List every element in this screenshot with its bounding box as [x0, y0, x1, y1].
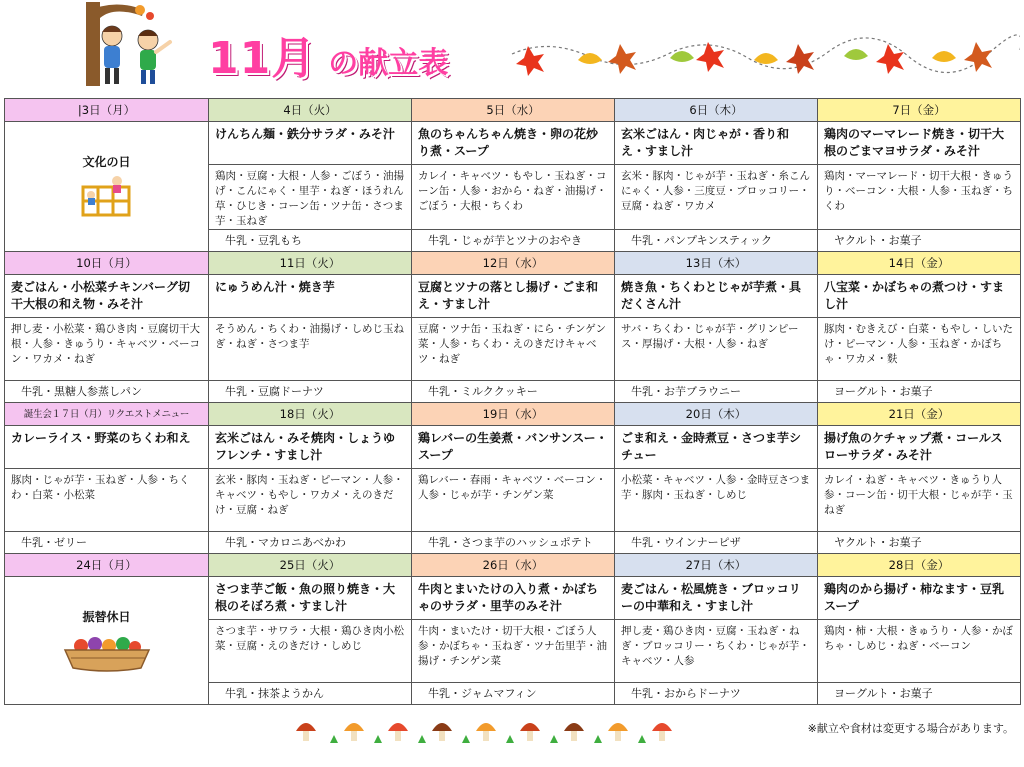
day-header: |3日（月） — [5, 99, 209, 122]
menu-dish: 魚のちゃんちゃん焼き・卵の花炒り煮・スープ — [412, 122, 615, 165]
day-header: 20日（木） — [615, 403, 818, 426]
menu-snack: ヤクルト・お菓子 — [818, 532, 1021, 554]
menu-snack: 牛乳・豆乳もち — [209, 230, 412, 252]
menu-ingredients: 鶏肉・豆腐・大根・人参・ごぼう・油揚げ・こんにゃく・里芋・ねぎ・ほうれん草・ひじき・コーン缶・ツナ缶・さつま芋・玉ねぎ — [209, 165, 412, 230]
day-header: 21日（金） — [818, 403, 1021, 426]
menu-snack: 牛乳・ミルククッキー — [412, 381, 615, 403]
day-header: 11日（火） — [209, 252, 412, 275]
menu-snack: 牛乳・お芋ブラウニー — [615, 381, 818, 403]
menu-snack: 牛乳・ウインナーピザ — [615, 532, 818, 554]
day-header: 13日（木） — [615, 252, 818, 275]
holiday-cell — [5, 577, 209, 705]
menu-dish: にゅうめん汁・焼き芋 — [209, 275, 412, 318]
menu-snack: 牛乳・抹茶ようかん — [209, 683, 412, 705]
page-header — [0, 0, 1024, 96]
menu-snack: 牛乳・ジャムマフィン — [412, 683, 615, 705]
week-3-header-row — [5, 403, 1021, 426]
menu-dish: 八宝菜・かぼちゃの煮つけ・すまし汁 — [818, 275, 1021, 318]
holiday-cell — [5, 122, 209, 252]
day-header: 5日（水） — [412, 99, 615, 122]
menu-dish: 玄米ごはん・みそ焼肉・しょうゆフレンチ・すまし汁 — [209, 426, 412, 469]
week-4-header-row — [5, 554, 1021, 577]
menu-dish: ごま和え・金時煮豆・さつま芋シチュー — [615, 426, 818, 469]
menu-snack: ヨーグルト・お菓子 — [818, 381, 1021, 403]
menu-ingredients: カレイ・キャベツ・もやし・玉ねぎ・コーン缶・人参・おから・ねぎ・油揚げ・ごぼう・大根・ちくわ — [412, 165, 615, 230]
mushroom-decoration — [290, 713, 690, 747]
title-text: の献立表 — [328, 46, 449, 81]
title-month: 11月 — [208, 33, 317, 84]
menu-snack: 牛乳・マカロニあべかわ — [209, 532, 412, 554]
day-header: 18日（火） — [209, 403, 412, 426]
day-header: 7日（金） — [818, 99, 1021, 122]
menu-dish: 牛肉とまいたけの入り煮・かぼちゃのサラダ・里芋のみそ汁 — [412, 577, 615, 620]
day-header: 12日（水） — [412, 252, 615, 275]
menu-dish: 麦ごはん・小松菜チキンバーグ切干大根の和え物・みそ汁 — [5, 275, 209, 318]
week-4-dish-row — [5, 577, 1021, 620]
week-1-header-row — [5, 99, 1021, 122]
menu-snack: ヤクルト・お菓子 — [818, 230, 1021, 252]
menu-dish: 揚げ魚のケチャップ煮・コールスローサラダ・みそ汁 — [818, 426, 1021, 469]
day-header: 24日（月） — [5, 554, 209, 577]
menu-ingredients: 押し麦・小松菜・鶏ひき肉・豆腐切干大根・人参・きゅうり・キャベツ・ベーコン・ワカメ・ねぎ — [5, 318, 209, 381]
menu-dish: 豆腐とツナの落とし揚げ・ごま和え・すまし汁 — [412, 275, 615, 318]
page-title — [208, 22, 449, 84]
day-header: 26日（水） — [412, 554, 615, 577]
menu-ingredients: さつま芋・サワラ・大根・鶏ひき肉小松菜・豆腐・えのきだけ・しめじ — [209, 620, 412, 683]
menu-snack: 牛乳・じゃが芋とツナのおやき — [412, 230, 615, 252]
menu-ingredients: 豆腐・ツナ缶・玉ねぎ・にら・チンゲン菜・人参・ちくわ・えのきだけキャベツ・ねぎ — [412, 318, 615, 381]
menu-ingredients: 鶏レバー・春雨・キャベツ・ベーコン・人参・じゃが芋・チンゲン菜 — [412, 469, 615, 532]
menu-ingredients: カレイ・ねぎ・キャベツ・きゅうり人参・コーン缶・切干大根・じゃが芋・玉ねぎ — [818, 469, 1021, 532]
menu-snack: 牛乳・豆腐ドーナツ — [209, 381, 412, 403]
week-2-dish-row — [5, 275, 1021, 318]
week-3-ingredients-row — [5, 469, 1021, 532]
menu-dish: 麦ごはん・松風焼き・ブロッコリーの中華和え・すまし汁 — [615, 577, 818, 620]
day-header: 4日（火） — [209, 99, 412, 122]
menu-ingredients: 豚肉・むきえび・白菜・もやし・しいたけ・ピーマン・人参・玉ねぎ・かぼちゃ・ワカメ・麩 — [818, 318, 1021, 381]
week-2-ingredients-row — [5, 318, 1021, 381]
menu-dish: さつま芋ご飯・魚の照り焼き・大根のそぼろ煮・すまし汁 — [209, 577, 412, 620]
day-header: 14日（金） — [818, 252, 1021, 275]
menu-snack: 牛乳・おからドーナツ — [615, 683, 818, 705]
vegetable-basket-illustration — [59, 632, 155, 672]
day-header: 19日（水） — [412, 403, 615, 426]
menu-ingredients: サバ・ちくわ・じゃが芋・グリンピース・厚揚げ・大根・人参・ねぎ — [615, 318, 818, 381]
menu-snack: ヨーグルト・お菓子 — [818, 683, 1021, 705]
week-1-dish-row — [5, 122, 1021, 165]
jungle-gym-illustration — [77, 175, 137, 219]
menu-ingredients: 玄米・豚肉・玉ねぎ・ピーマン・人参・キャベツ・もやし・ワカメ・えのきだけ・豆腐・ねぎ — [209, 469, 412, 532]
day-header: 10日（月） — [5, 252, 209, 275]
menu-dish: けんちん麺・鉄分サラダ・みそ汁 — [209, 122, 412, 165]
week-3-snack-row — [5, 532, 1021, 554]
menu-dish: 鶏肉のから揚げ・柿なます・豆乳スープ — [818, 577, 1021, 620]
menu-ingredients: 押し麦・鶏ひき肉・豆腐・玉ねぎ・ねぎ・ブロッコリー・ちくわ・じゃが芋・キャベツ・人参 — [615, 620, 818, 683]
menu-dish: 鶏肉のマーマレード焼き・切干大根のごまマヨサラダ・みそ汁 — [818, 122, 1021, 165]
day-header: 28日（金） — [818, 554, 1021, 577]
menu-ingredients: 玄米・豚肉・じゃが芋・玉ねぎ・糸こんにゃく・人参・三度豆・ブロッコリー・豆腐・ねぎ・ワカメ — [615, 165, 818, 230]
menu-ingredients: 鶏肉・マーマレード・切干大根・きゅうり・ベーコン・大根・人参・玉ねぎ・ちくわ — [818, 165, 1021, 230]
menu-snack: 牛乳・パンプキンスティック — [615, 230, 818, 252]
menu-snack: 牛乳・さつま芋のハッシュポテト — [412, 532, 615, 554]
menu-dish: 焼き魚・ちくわとじゃが芋煮・具だくさん汁 — [615, 275, 818, 318]
menu-snack: 牛乳・ゼリー — [5, 532, 209, 554]
menu-dish: 玄米ごはん・肉じゃが・香り和え・すまし汁 — [615, 122, 818, 165]
children-illustration — [84, 2, 176, 88]
week-2-snack-row — [5, 381, 1021, 403]
menu-ingredients: そうめん・ちくわ・油揚げ・しめじ玉ねぎ・ねぎ・さつま芋 — [209, 318, 412, 381]
day-header: 25日（火） — [209, 554, 412, 577]
menu-table — [4, 98, 1021, 705]
day-header: 27日（木） — [615, 554, 818, 577]
holiday-name: 振替休日 — [82, 609, 131, 624]
footnote: ※献立や食材は変更する場合があります。 — [807, 722, 1014, 735]
holiday-name: 文化の日 — [82, 154, 131, 169]
day-header: 6日（木） — [615, 99, 818, 122]
autumn-leaves-decoration — [508, 32, 1020, 78]
week-3-dish-row — [5, 426, 1021, 469]
menu-ingredients: 牛肉・まいたけ・切干大根・ごぼう人参・かぼちゃ・玉ねぎ・ツナ缶里芋・油揚げ・チンゲン菜 — [412, 620, 615, 683]
menu-dish: 鶏レバーの生姜煮・バンサンスー・スープ — [412, 426, 615, 469]
menu-ingredients: 鶏肉・柿・大根・きゅうり・人参・かぼちゃ・しめじ・ねぎ・ベーコン — [818, 620, 1021, 683]
menu-snack: 牛乳・黒糖人参蒸しパン — [5, 381, 209, 403]
menu-ingredients: 豚肉・じゃが芋・玉ねぎ・人参・ちくわ・白菜・小松菜 — [5, 469, 209, 532]
day-header: 誕生会１７日（月）リクエストメニュー — [5, 403, 209, 426]
week-2-header-row — [5, 252, 1021, 275]
menu-dish: カレーライス・野菜のちくわ和え — [5, 426, 209, 469]
menu-ingredients: 小松菜・キャベツ・人参・金時豆さつま芋・豚肉・玉ねぎ・しめじ — [615, 469, 818, 532]
